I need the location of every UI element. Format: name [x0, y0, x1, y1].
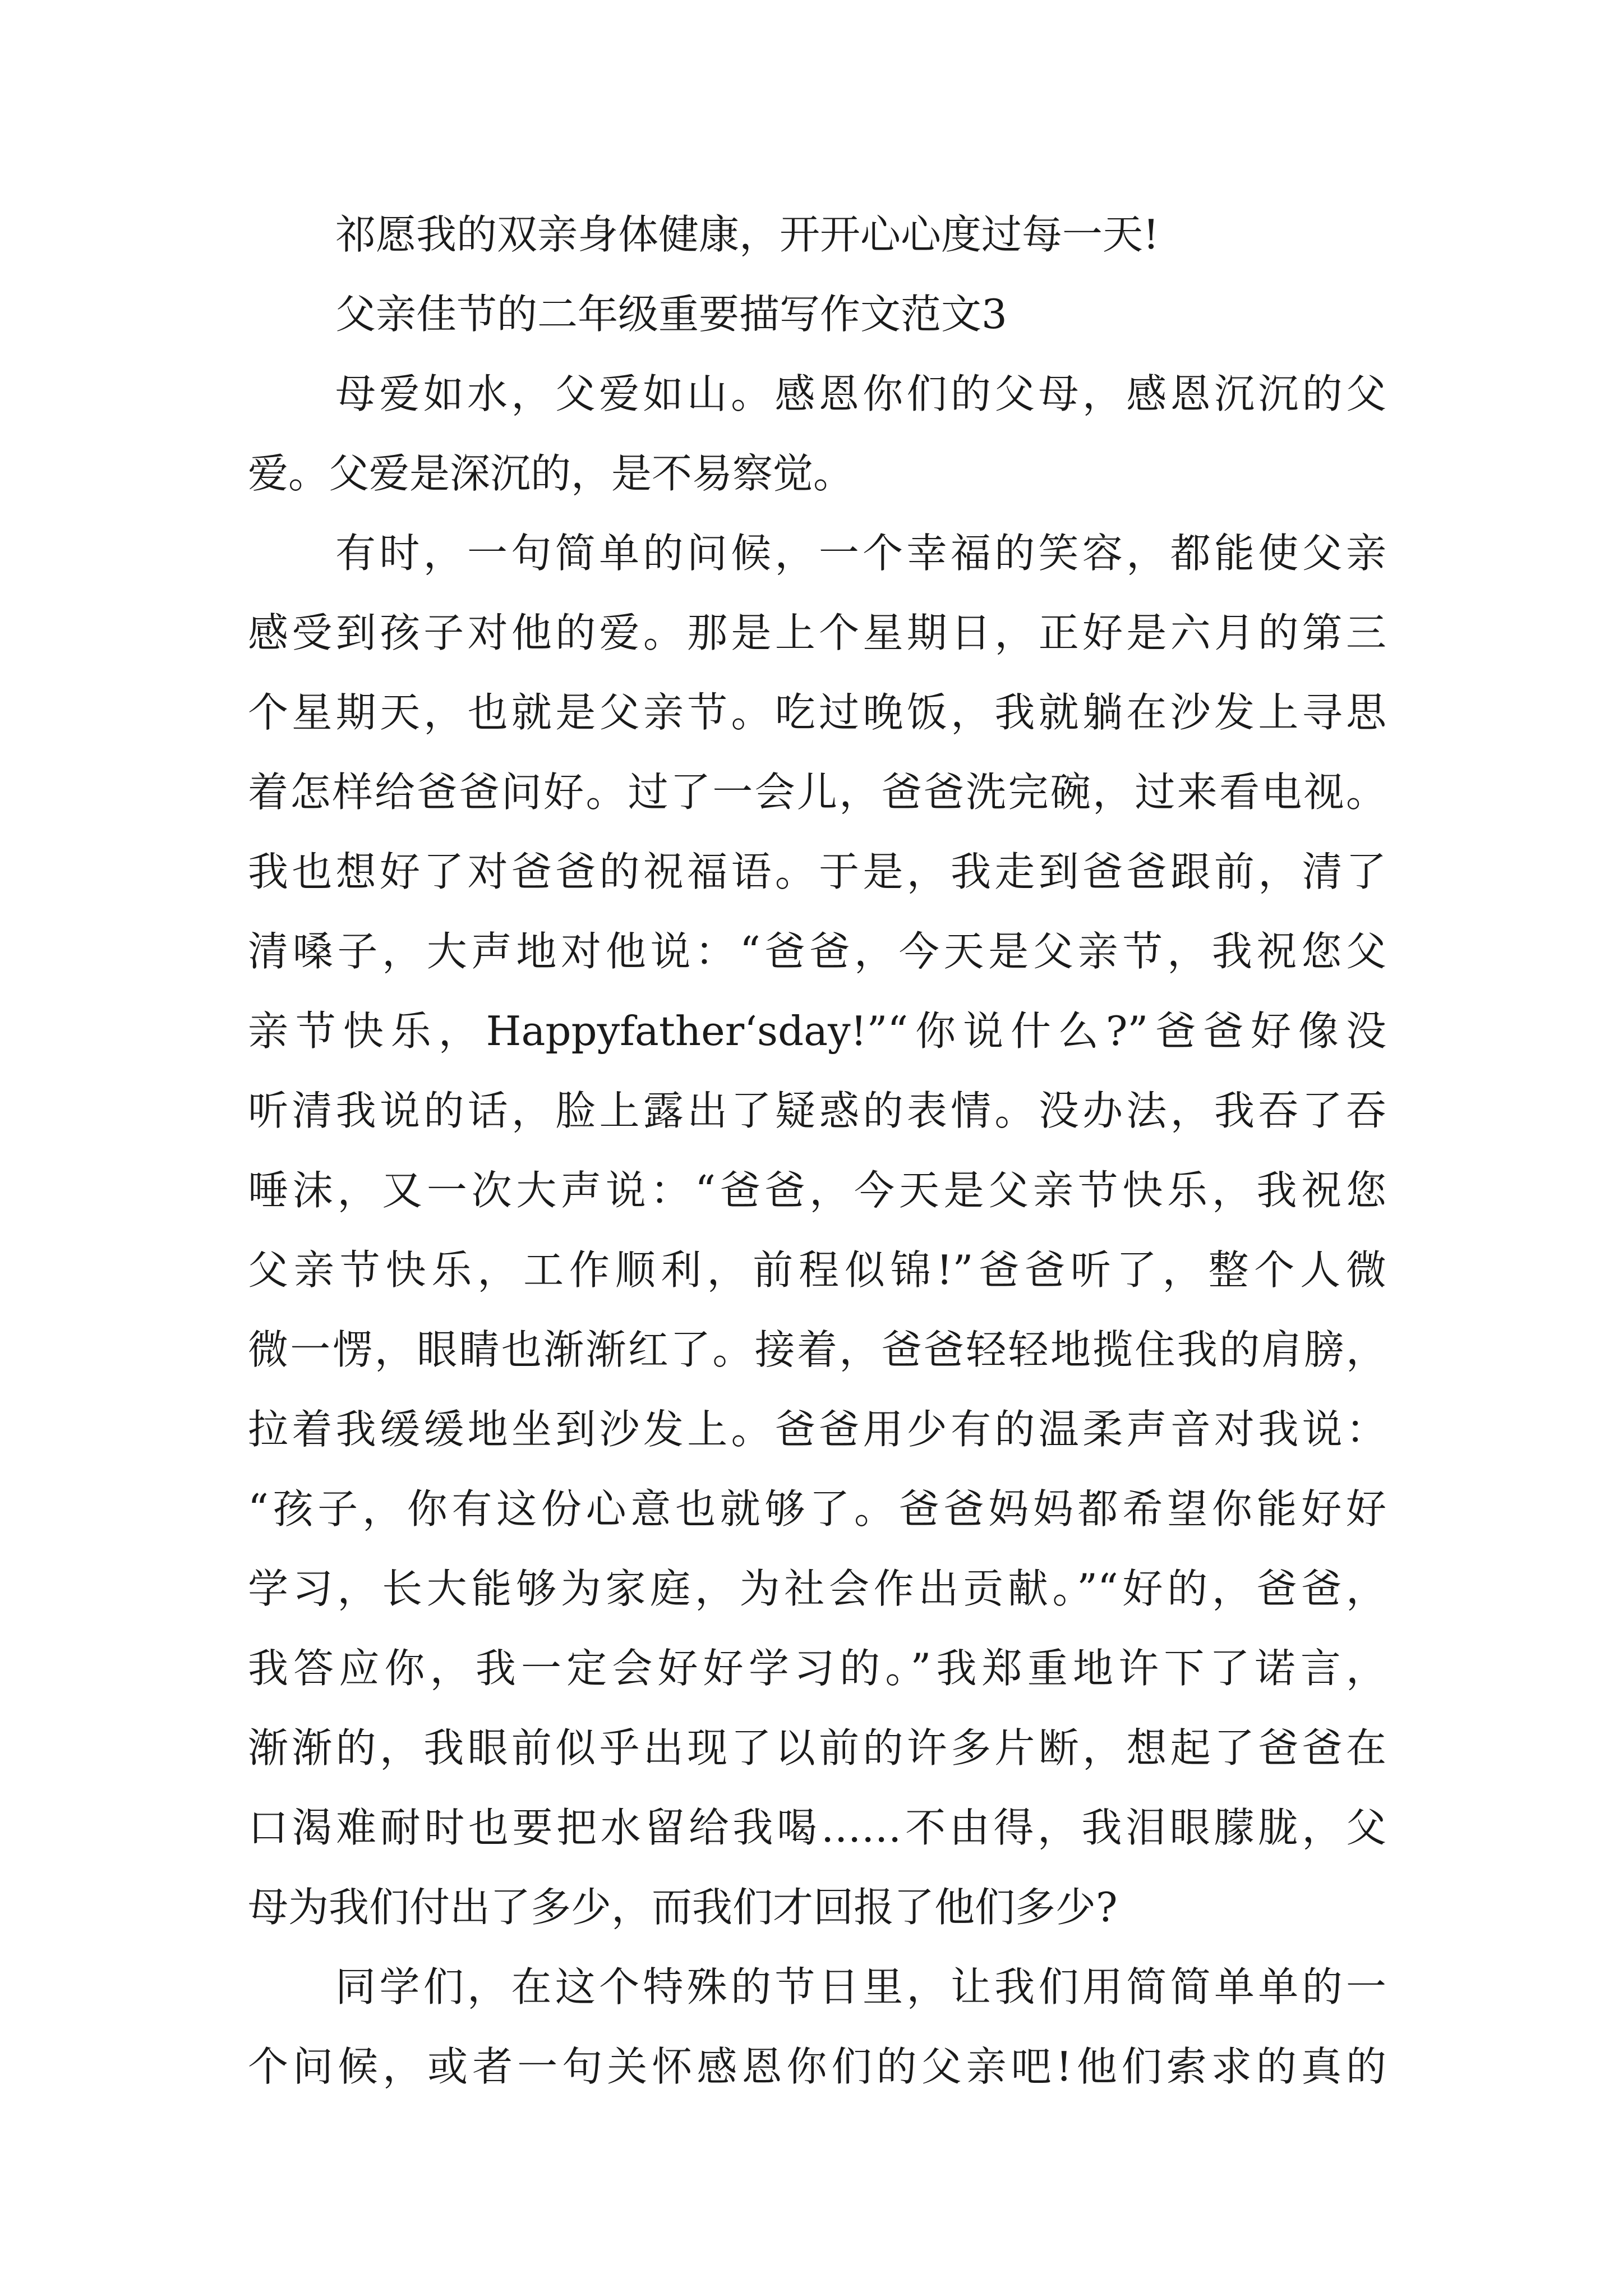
text-line: 我答应你，我一定会好好学习的。”我郑重地许下了诺言， [248, 1645, 1386, 1692]
text-line: 个星期天，也就是父亲节。吃过晚饭，我就躺在沙发上寻思 [248, 689, 1386, 736]
text-line: 父亲佳节的二年级重要描写作文范文3 [335, 291, 1007, 338]
text-line: 拉着我缓缓地坐到沙发上。爸爸用少有的温柔声音对我说： [248, 1406, 1386, 1453]
text-line: 爱。父爱是深沉的，是不易察觉。 [248, 450, 854, 497]
text-line: 渐渐的，我眼前似乎出现了以前的许多片断，想起了爸爸在 [248, 1724, 1386, 1772]
text-line: 口渴难耐时也要把水留给我喝……不由得，我泪眼朦胧，父 [248, 1804, 1386, 1851]
text-line: 母爱如水，父爱如山。感恩你们的父母，感恩沉沉的父 [335, 370, 1386, 417]
text-line: “孩子，你有这份心意也就够了。爸爸妈妈都希望你能好好 [248, 1485, 1386, 1533]
text-line: 我也想好了对爸爸的祝福语。于是，我走到爸爸跟前，清了 [248, 848, 1386, 895]
text-line: 父亲节快乐，工作顺利，前程似锦!”爸爸听了，整个人微 [248, 1246, 1386, 1294]
text-line: 学习，长大能够为家庭，为社会作出贡献。”“好的，爸爸， [248, 1565, 1386, 1612]
text-line: 清嗓子，大声地对他说：“爸爸，今天是父亲节，我祝您父 [248, 928, 1386, 975]
text-line: 亲节快乐，Happyfather‘sday!”“你说什么?”爸爸好像没 [248, 1007, 1386, 1055]
text-line: 母为我们付出了多少，而我们才回报了他们多少? [248, 1884, 1118, 1931]
text-line: 个问候，或者一句关怀感恩你们的父亲吧!他们索求的真的 [248, 2043, 1386, 2090]
text-line: 同学们，在这个特殊的节日里，让我们用简简单单的一 [335, 1963, 1386, 2010]
text-line: 着怎样给爸爸问好。过了一会儿，爸爸洗完碗，过来看电视。 [248, 769, 1386, 816]
text-line: 祁愿我的双亲身体健康，开开心心度过每一天! [335, 211, 1159, 258]
text-line: 微一愣，眼睛也渐渐红了。接着，爸爸轻轻地揽住我的肩膀， [248, 1326, 1386, 1373]
text-line: 唾沫，又一次大声说：“爸爸，今天是父亲节快乐，我祝您 [248, 1167, 1386, 1214]
text-line: 听清我说的话，脸上露出了疑惑的表情。没办法，我吞了吞 [248, 1087, 1386, 1134]
text-line: 感受到孩子对他的爱。那是上个星期日，正好是六月的第三 [248, 609, 1386, 656]
text-line: 有时，一句简单的问候，一个幸福的笑容，都能使父亲 [335, 530, 1386, 577]
